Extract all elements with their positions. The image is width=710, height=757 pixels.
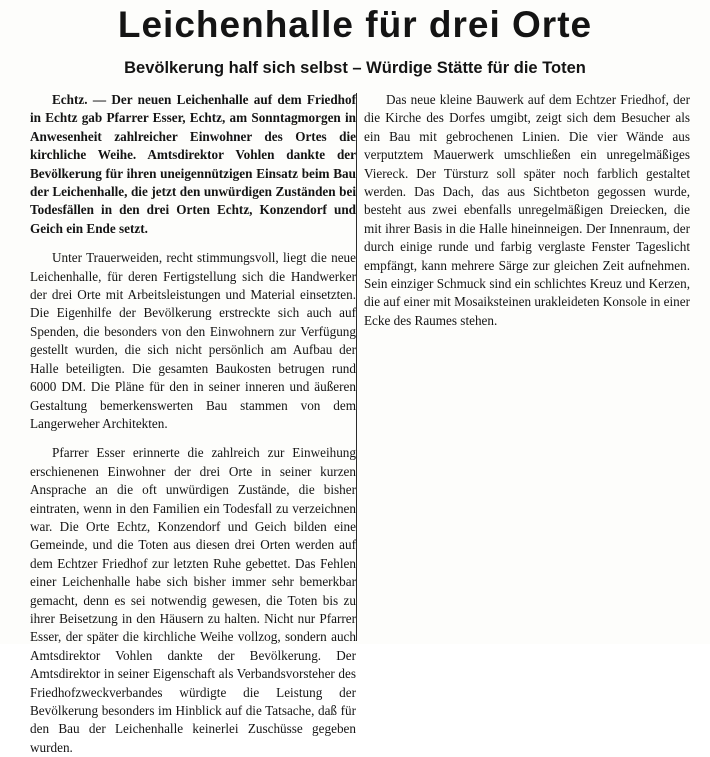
column-divider <box>356 93 357 641</box>
body-paragraph-building: Das neue kleine Bauwerk auf dem Echtzer Friedhof, der die Kirche des Dorfes umgibt, zeigt sich dem Besucher als ein Bau mit gebrochenen Linien. Die vier Wände aus verputztem Mauerwerk umschließen ein unregelmäßiges Viereck. Der Türsturz soll später noch farblich gestaltet werden. Das Dach, das aus Sichtbeton gegossen wurde, besteht aus zwei ebenfalls unregelmäßigen Dreiecken, die mit ihrer Basis in die Halle hineinneigen. Der Innenraum, der durch einige runde und farbig verglaste Fenster Tageslicht empfängt, kann mehrere Särge zur gleichen Zeit aufnehmen. Sein einziger Schmuck sind ein schlichtes Kreuz und Kerzen, die auf einer mit Mosaiksteinen urakleideten Konsole in einer Ecke des Raumes stehen. <box>364 92 690 328</box>
headline: Leichenhalle für drei Orte <box>117 4 593 45</box>
body-paragraph-construction: Unter Trauerweiden, recht stimmungsvoll, liegt die neue Leichenhalle, für deren Fertigstellung sich die Handwerker der drei Orte mit Arbeitsleistungen und Material einsetzten. Die Eigenhilfe der Bevölkerung erstreckte sich auch auf Spenden, die besonders von den Einwohnern zur Verfügung gestellt wurden, die sich nicht persönlich am Aufbau der Halle beteiligten. Die gesamten Baukosten betrugen rund 6000 DM. Die Pläne für den in seiner inneren und äußeren Gestaltung bemerkenswerten Bau stammen von dem Langerweher Architekten. <box>30 250 356 431</box>
lead-paragraph: Echtz. — Der neuen Leichenhalle auf dem Friedhof in Echtz gab Pfarrer Esser, Echtz, am Sonntagmorgen in Anwesenheit zahlreicher Einwohner des Ortes die kirchliche Weihe. Amtsdirektor Vohlen dankte der Bevölkerung für ihren uneigennützigen Einsatz beim Bau der Leichenhalle, die jetzt den unwürdigen Zuständen bei Todesfällen in den drei Orten Echtz, Konzendorf und Geich ein Ende setzt. <box>30 92 356 236</box>
article-column-left <box>30 91 356 755</box>
body-paragraph-speech: Pfarrer Esser erinnerte die zahlreich zur Einweihung erschienenen Einwohner der drei Orte in seiner kurzen Ansprache an die oft unwürdigen Zustände, die bisher eintraten, wenn in den Familien ein Todesfall zu verzeichnen war. Die Orte Echtz, Konzendorf und Geich bilden eine Gemeinde, und die Toten aus diesen drei Orten werden auf dem Echtzer Friedhof zur letzten Ruhe gebettet. Das Fehlen einer Leichenhalle habe sich bisher immer sehr bemerkbar gemacht, denn es sei notwendig gewesen, die Toten bis zu ihrer Beisetzung in den Häusern zu halten. Nicht nur Pfarrer Esser, der später die kirchliche Weihe vollzog, sondern auch Amtsdirektor Vohlen dankte der Bevölkerung. Der Amtsdirektor in seiner Eigenschaft als Verbandsvorsteher des Friedhofzweckverbandes würdigte die Leistung der Bevölkerung besonders im Hinblick auf die Tatsache, daß für den Bau der Leichenhalle keinerlei Zuschüsse gegeben wurden. <box>30 445 356 755</box>
subheadline: Bevölkerung half sich selbst – Würdige Stätte für die Toten <box>124 59 586 77</box>
article-column-right <box>364 91 690 641</box>
